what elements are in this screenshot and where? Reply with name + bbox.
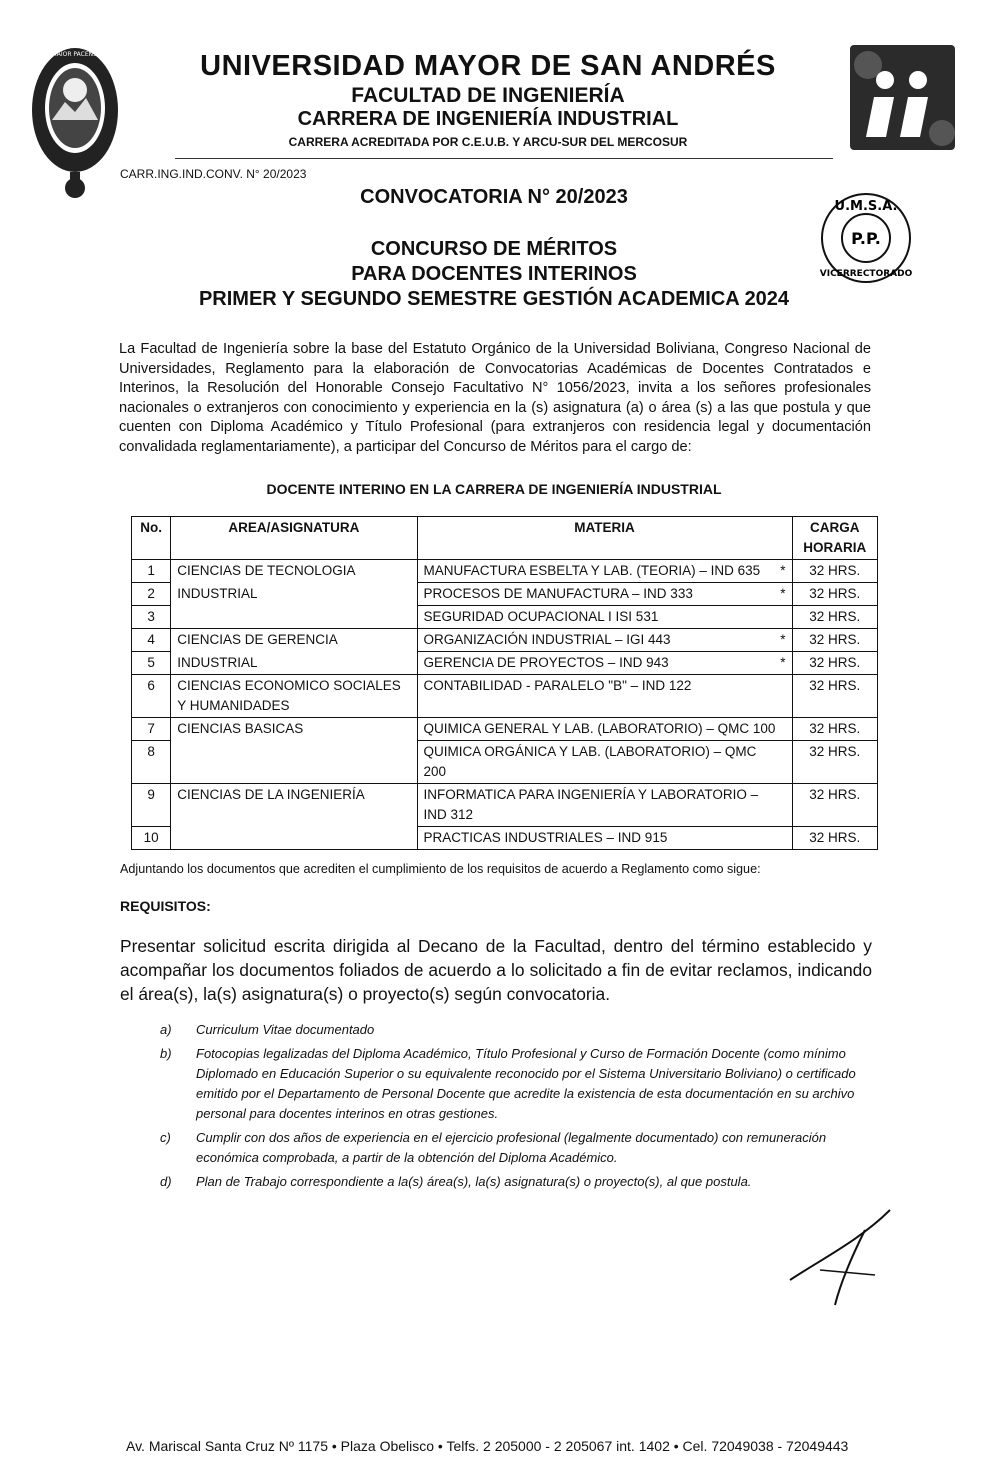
list-item-text: Fotocopias legalizadas del Diploma Académico, Título Profesional y Curso de Formación Docente (como mínimo Diplomado en Educación Superior o su equivalente reconocido por el Sistema Universitario Boliviano) o certificado emitido por el Departamento de Personal Docente que acredite la existencia de esta documentación en su archivo personal para docentes interinos en otras gestiones. — [196, 1046, 856, 1121]
materia-text: QUIMICA GENERAL Y LAB. (LABORATORIO) – QMC 100 — [423, 721, 776, 736]
intro-paragraph: La Facultad de Ingeniería sobre la base del Estatuto Orgánico de la Universidad Boliviana, Congreso Nacional de Universidades, Reglamento para la elaboración de Convocatorias Académicas de Docentes Contratados e Interinos, la Resolución del Honorable Consejo Facultativo N° 1056/2023, invita a los señores profesionales nacionales o extranjeros con conocimiento y experiencia en la (s) asignatura (a) o área (s) a las que postula y que cuenten con Diploma Académico y Título Profesional (para extranjeros con residencia legal y documentación convalidada reglamentariamente), a participar del Concurso de Méritos para el cargo de: — [119, 341, 871, 455]
list-item-letter: d) — [160, 1174, 172, 1189]
cell-area: INDUSTRIAL — [171, 652, 417, 675]
requirements-heading: REQUISITOS: — [120, 898, 211, 914]
stamp-top-text: U.M.S.A. — [834, 199, 898, 214]
cell-no: 5 — [132, 652, 171, 675]
cell-area — [171, 606, 417, 629]
list-item — [160, 1044, 872, 1124]
courses-table — [131, 516, 878, 850]
cell-materia — [417, 827, 792, 850]
convocatoria-title: CONVOCATORIA N° 20/2023 — [360, 186, 628, 208]
footer-address: Av. Mariscal Santa Cruz Nº 1175 • Plaza Obelisco • Telfs. 2 205000 - 2 205067 int. 1402 • Cel. 72049038 - 72049443 — [126, 1438, 849, 1454]
header-carga: CARGA HORARIA — [792, 517, 877, 560]
table-row — [132, 741, 878, 784]
table-row — [132, 675, 878, 718]
docentes-subtitle: PARA DOCENTES INTERINOS — [351, 263, 637, 285]
materia-star — [780, 607, 786, 627]
table-row — [132, 583, 878, 606]
cell-materia — [417, 606, 792, 629]
cell-materia — [417, 741, 792, 784]
cell-area: CIENCIAS DE LA INGENIERÍA — [171, 784, 417, 827]
cell-no: 4 — [132, 629, 171, 652]
cell-hours: 32 HRS. — [792, 718, 877, 741]
cell-no: 7 — [132, 718, 171, 741]
materia-star — [780, 676, 786, 696]
cell-hours: 32 HRS. — [792, 675, 877, 718]
materia-star: * — [780, 563, 786, 578]
requirements-list — [160, 1020, 872, 1196]
list-item — [160, 1172, 872, 1192]
table-row — [132, 560, 878, 583]
cell-hours: 32 HRS. — [792, 784, 877, 827]
list-item — [160, 1020, 872, 1040]
cell-no: 1 — [132, 560, 171, 583]
cell-no: 10 — [132, 827, 171, 850]
cell-no: 3 — [132, 606, 171, 629]
materia-star — [780, 828, 786, 848]
materia-text: INFORMATICA PARA INGENIERÍA Y LABORATORIO – IND 312 — [423, 787, 759, 822]
stamp-bottom-text: VICERRECTORADO — [819, 269, 913, 279]
materia-star — [780, 785, 786, 825]
table-title: DOCENTE INTERINO EN LA CARRERA DE INGENIERÍA INDUSTRIAL — [266, 481, 722, 497]
semester-subtitle: PRIMER Y SEGUNDO SEMESTRE GESTIÓN ACADEMICA 2024 — [198, 288, 790, 310]
table-row — [132, 718, 878, 741]
materia-star: * — [780, 586, 786, 601]
cell-materia — [417, 675, 792, 718]
cell-materia — [417, 629, 792, 652]
materia-star — [780, 742, 786, 782]
cell-no: 8 — [132, 741, 171, 784]
table-row — [132, 652, 878, 675]
cell-area: CIENCIAS ECONOMICO SOCIALES Y HUMANIDADES — [171, 675, 417, 718]
cell-materia — [417, 718, 792, 741]
seal-text: UNIVERSITAS MAIOR PACENSIS DIVI ANDRE — [10, 51, 140, 58]
cell-area — [171, 741, 417, 784]
cell-materia — [417, 784, 792, 827]
cell-materia — [417, 652, 792, 675]
cell-no: 6 — [132, 675, 171, 718]
cell-area: INDUSTRIAL — [171, 583, 417, 606]
list-item-letter: b) — [160, 1046, 172, 1061]
handwritten-signature — [780, 1200, 900, 1310]
list-item-letter: a) — [160, 1022, 172, 1037]
cell-materia — [417, 583, 792, 606]
cell-no: 2 — [132, 583, 171, 606]
materia-text: MANUFACTURA ESBELTA Y LAB. (TEORIA) – IND 635 — [423, 563, 761, 578]
table-row — [132, 606, 878, 629]
header-divider — [175, 158, 833, 159]
list-item-text: Curriculum Vitae documentado — [196, 1022, 375, 1037]
cell-area — [171, 827, 417, 850]
table-row — [132, 827, 878, 850]
header-no: No. — [132, 517, 171, 560]
materia-star: * — [780, 632, 786, 647]
cell-hours: 32 HRS. — [792, 741, 877, 784]
list-item — [160, 1128, 872, 1168]
materia-text: PRACTICAS INDUSTRIALES – IND 915 — [423, 830, 668, 845]
stamp-center-text: P.P. — [851, 229, 881, 248]
materia-text: GERENCIA DE PROYECTOS – IND 943 — [423, 655, 669, 670]
cell-hours: 32 HRS. — [792, 583, 877, 606]
requirements-paragraph: Presentar solicitud escrita dirigida al Decano de la Facultad, dentro del término establecido y acompañar los documentos foliados de acuerdo a lo solicitado a fin de evitar reclamos, indicando el área(s), la(s) asignatura(s) o proyecto(s) según convocatoria. — [120, 936, 872, 1004]
materia-star — [780, 719, 786, 739]
materia-text: ORGANIZACIÓN INDUSTRIAL – IGI 443 — [423, 632, 671, 647]
materia-text: SEGURIDAD OCUPACIONAL I ISI 531 — [423, 609, 659, 624]
requirements-lead: Adjuntando los documentos que acrediten el cumplimiento de los requisitos de acuerdo a Reglamento como sigue: — [120, 862, 761, 876]
cell-hours: 32 HRS. — [792, 629, 877, 652]
cell-area: CIENCIAS BASICAS — [171, 718, 417, 741]
cell-hours: 32 HRS. — [792, 606, 877, 629]
table-header-row — [132, 517, 878, 560]
faculty-name: FACULTAD DE INGENIERÍA — [351, 84, 625, 107]
cell-materia — [417, 560, 792, 583]
accreditation-line: CARRERA ACREDITADA POR C.E.U.B. Y ARCU-SUR DEL MERCOSUR — [288, 135, 688, 149]
table-row — [132, 784, 878, 827]
cell-no: 9 — [132, 784, 171, 827]
reference-number: CARR.ING.IND.CONV. N° 20/2023 — [120, 167, 307, 181]
cell-area: CIENCIAS DE GERENCIA — [171, 629, 417, 652]
cell-hours: 32 HRS. — [792, 560, 877, 583]
career-name: CARRERA DE INGENIERÍA INDUSTRIAL — [297, 108, 679, 130]
concurso-subtitle: CONCURSO DE MÉRITOS — [370, 238, 618, 260]
materia-text: QUIMICA ORGÁNICA Y LAB. (LABORATORIO) – QMC 200 — [423, 744, 757, 779]
table-row — [132, 629, 878, 652]
list-item-text: Cumplir con dos años de experiencia en el ejercicio profesional (legalmente documentado) con remuneración económica comprobada, a partir de la obtención del Diploma Académico. — [196, 1130, 827, 1165]
cell-hours: 32 HRS. — [792, 652, 877, 675]
materia-text: CONTABILIDAD - PARALELO "B" – IND 122 — [423, 678, 692, 693]
list-item-letter: c) — [160, 1130, 171, 1145]
materia-text: PROCESOS DE MANUFACTURA – IND 333 — [423, 586, 693, 601]
cell-area: CIENCIAS DE TECNOLOGIA — [171, 560, 417, 583]
university-name: UNIVERSIDAD MAYOR DE SAN ANDRÉS — [200, 50, 776, 82]
cell-hours: 32 HRS. — [792, 827, 877, 850]
header-materia: MATERIA — [417, 517, 792, 560]
header-area: AREA/ASIGNATURA — [171, 517, 417, 560]
materia-star: * — [780, 655, 786, 670]
list-item-text: Plan de Trabajo correspondiente a la(s) área(s), la(s) asignatura(s) o proyecto(s), al que postula. — [196, 1174, 752, 1189]
